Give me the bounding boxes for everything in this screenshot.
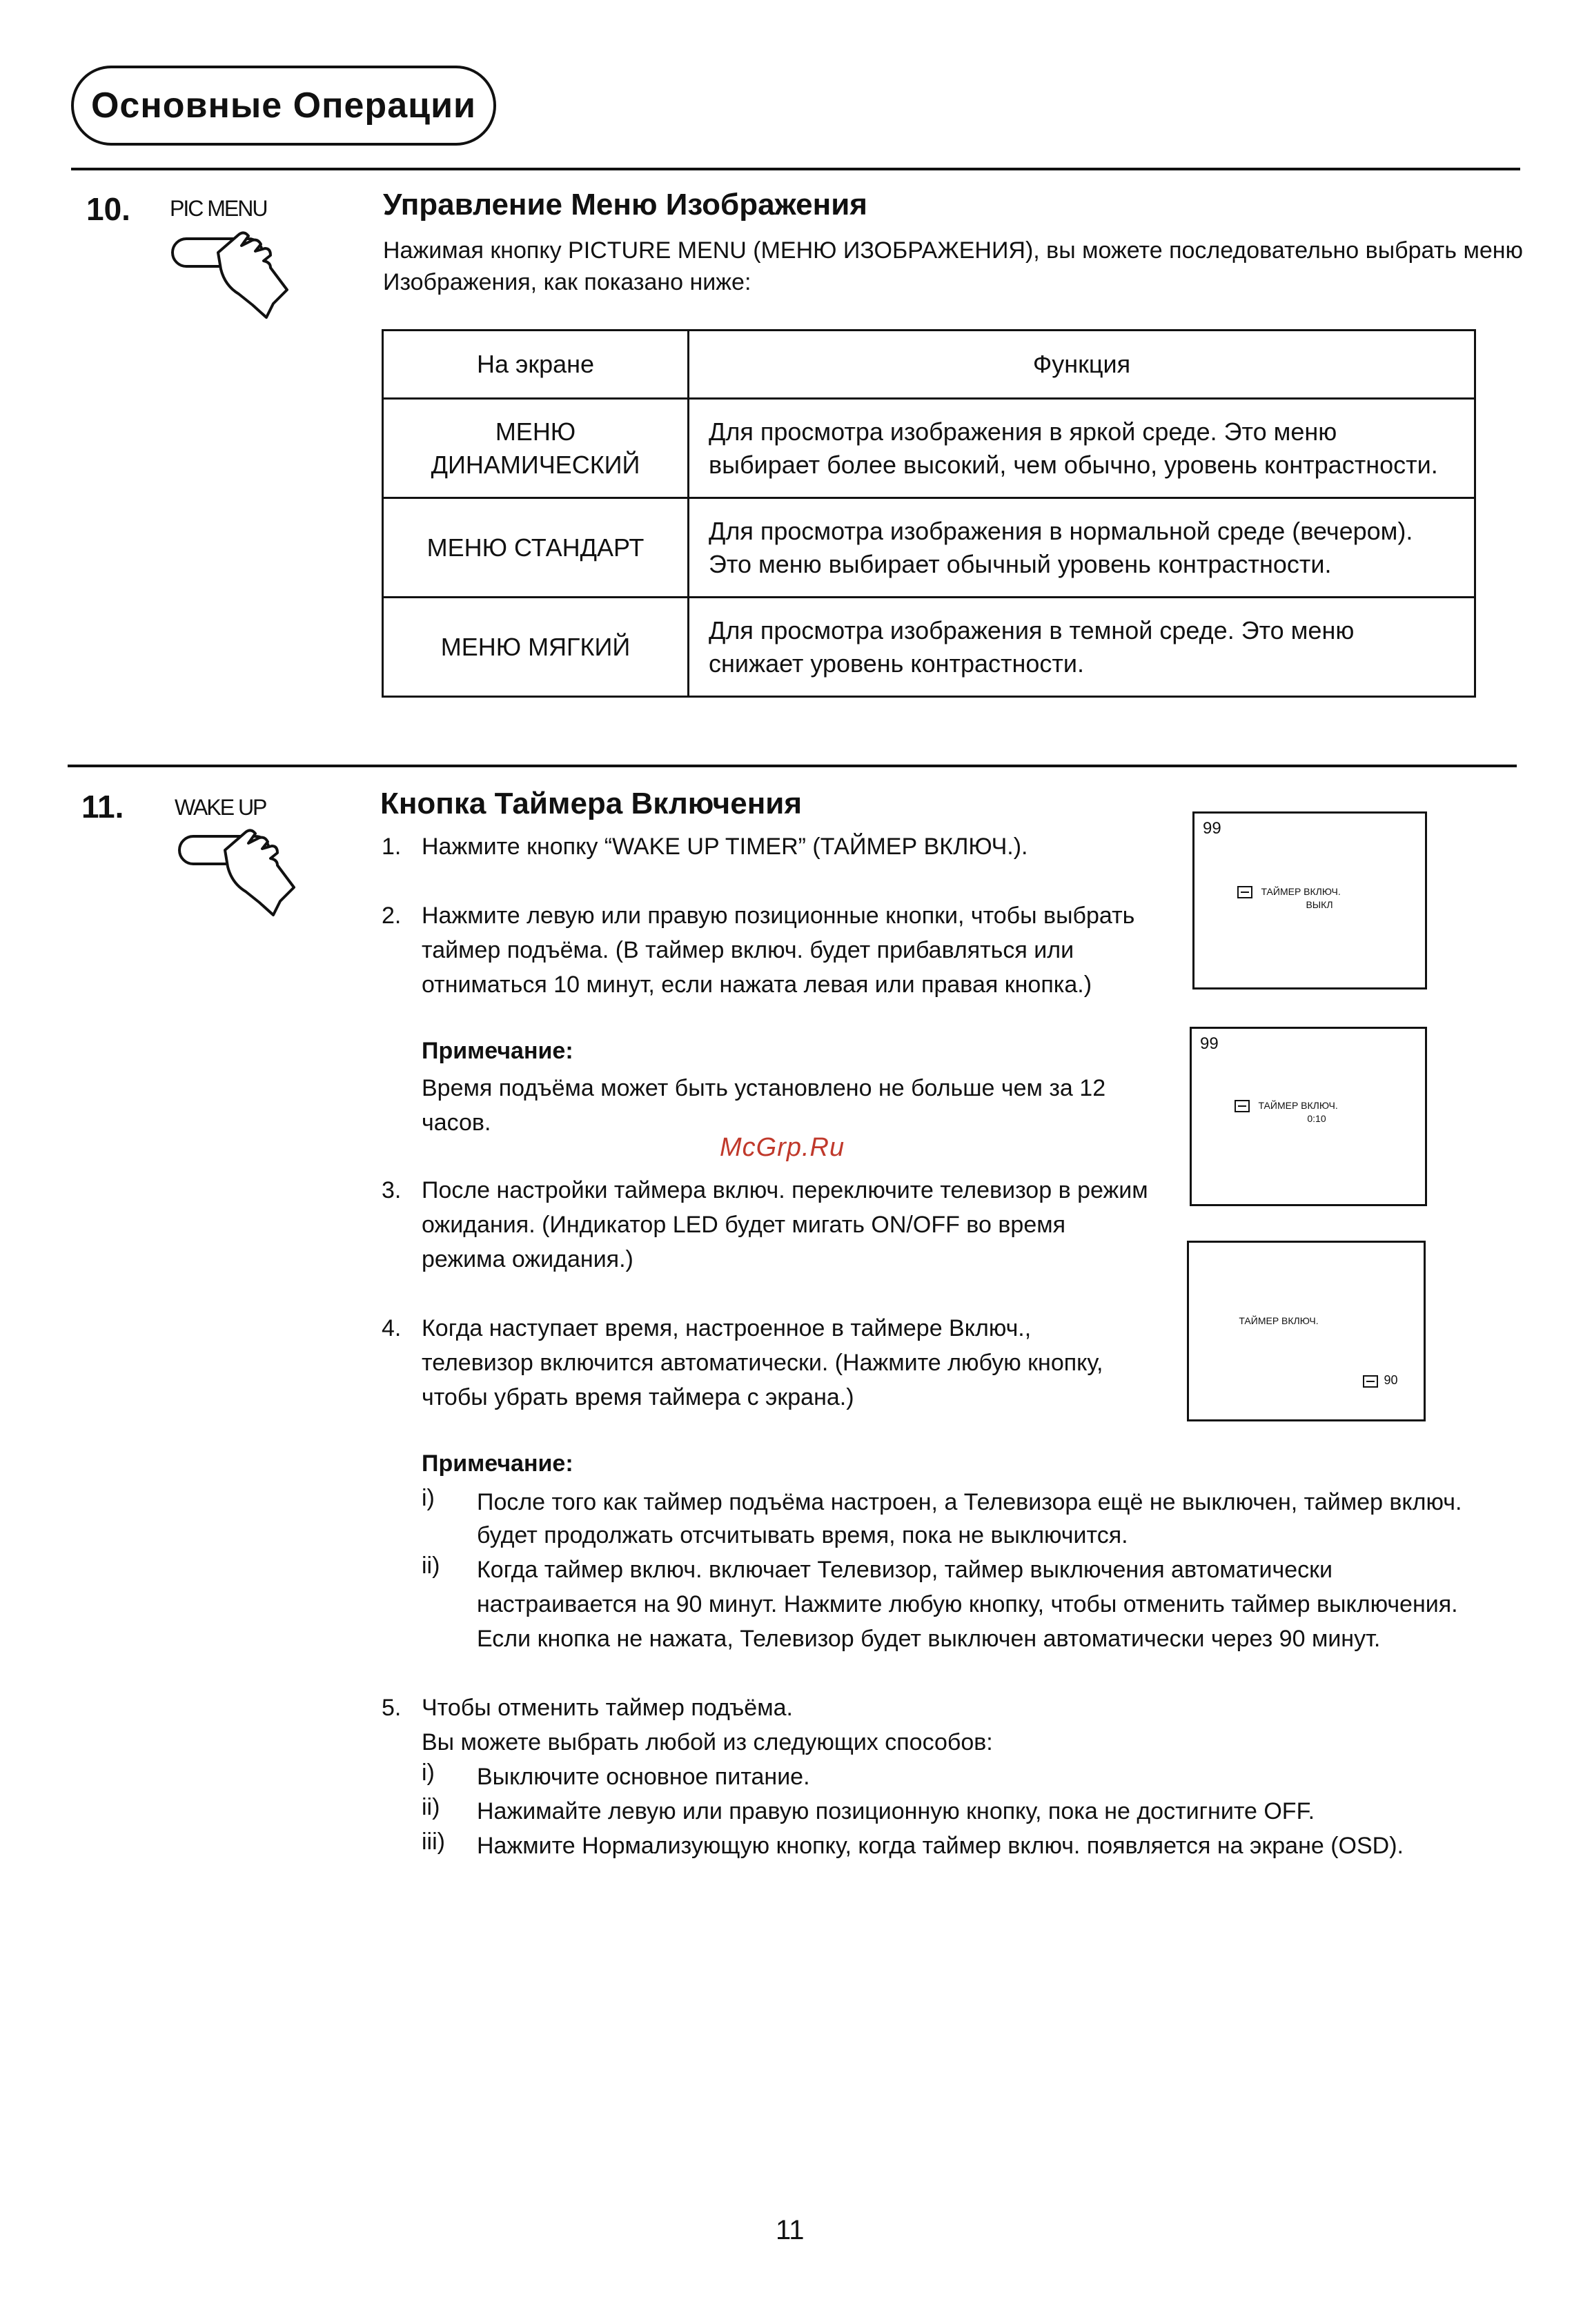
divider: [71, 168, 1520, 170]
pressing-hand-icon: [170, 228, 315, 324]
step-text: Нажмите кнопку “WAKE UP TIMER” (ТАЙМЕР ВКЛЮЧ.).: [422, 834, 1028, 860]
sleep-timer-osd: [1363, 1374, 1397, 1388]
step-number: 1.: [382, 834, 402, 860]
section-title: Управление Меню Изображения: [383, 188, 867, 221]
step-text: отниматься 10 минут, если нажата левая или правая кнопка.): [422, 972, 1092, 998]
list-item: Выключите основное питание.: [477, 1764, 810, 1790]
list-marker: ii): [422, 1553, 440, 1579]
note-text: будет продолжать отсчитывать время, пока не выключится.: [477, 1522, 1128, 1548]
step-text: телевизор включится автоматически. (Нажмите любую кнопку,: [422, 1350, 1103, 1376]
channel-number: 99: [1200, 1034, 1219, 1053]
list-item: Нажмите Нормализующую кнопку, когда таймер включ. появляется на экране (OSD).: [477, 1833, 1404, 1859]
note-title: Примечание:: [422, 1038, 573, 1064]
table-header: На экране: [383, 331, 689, 399]
timer-value: 0:10: [1307, 1113, 1326, 1124]
watermark: McGrp.Ru: [720, 1133, 845, 1162]
timer-label: ТАЙМЕР ВКЛЮЧ.: [1261, 886, 1341, 897]
timer-value: 90: [1384, 1373, 1398, 1387]
table-header: Функция: [689, 331, 1475, 399]
section-number: 10.: [86, 191, 130, 227]
step-number: 4.: [382, 1315, 402, 1341]
page-header-title: Основные Операции: [71, 66, 496, 146]
timer-osd: [1237, 885, 1410, 911]
step-text: Когда наступает время, настроенное в таймере Включ.,: [422, 1315, 1032, 1341]
timer-value: ВЫКЛ: [1306, 899, 1333, 910]
list-marker: ii): [422, 1794, 440, 1820]
button-label: WAKE UP: [175, 795, 266, 820]
timer-osd: [1235, 1099, 1407, 1125]
timer-icon: [1363, 1375, 1378, 1388]
step-text: ожидания. (Индикатор LED будет мигать ON/OFF во время: [422, 1212, 1066, 1238]
table-cell: Для просмотра изображения в нормальной среде (вечером).: [709, 516, 1413, 545]
table-cell: Это меню выбирает обычный уровень контрастности.: [709, 549, 1332, 578]
list-marker: i): [422, 1760, 435, 1786]
step-number: 3.: [382, 1177, 402, 1203]
note-title: Примечание:: [422, 1450, 573, 1477]
page-number: 11: [776, 2215, 805, 2245]
table-cell: ДИНАМИЧЕСКИЙ: [431, 450, 640, 479]
note-text: настраивается на 90 минут. Нажмите любую кнопку, чтобы отменить таймер выключения.: [477, 1591, 1458, 1617]
pressing-hand-icon: [177, 825, 322, 922]
tv-screen-wakeup: [1187, 1241, 1426, 1421]
picture-menu-table: [382, 329, 1476, 698]
step-number: 2.: [382, 903, 402, 929]
note-text: Когда таймер включ. включает Телевизор, таймер выключения автоматически: [477, 1557, 1333, 1583]
step-text: После настройки таймера включ. переключите телевизор в режим: [422, 1177, 1148, 1203]
list-marker: iii): [422, 1829, 445, 1855]
step-text: Чтобы отменить таймер подъёма.: [422, 1695, 793, 1721]
tv-screen-010: [1190, 1027, 1427, 1206]
note-text: Если кнопка не нажата, Телевизор будет выключен автоматически через 90 минут.: [477, 1626, 1381, 1652]
timer-icon: [1235, 1100, 1250, 1112]
step-text: Вы можете выбрать любой из следующих способов:: [422, 1729, 993, 1755]
step-text: Нажмите левую или правую позиционные кнопки, чтобы выбрать: [422, 903, 1135, 929]
table-row: [383, 498, 1475, 598]
timer-icon: [1237, 886, 1252, 898]
table-cell: выбирает более высокий, чем обычно, уровень контрастности.: [709, 450, 1438, 479]
step-text: таймер подъёма. (В таймер включ. будет прибавляться или: [422, 937, 1074, 963]
intro-text: Изображения, как показано ниже:: [383, 269, 751, 295]
section-number: 11.: [81, 789, 124, 825]
step-text: чтобы убрать время таймера с экрана.): [422, 1384, 854, 1410]
list-marker: i): [422, 1485, 435, 1511]
timer-label: ТАЙМЕР ВКЛЮЧ.: [1258, 1100, 1338, 1111]
intro-text: Нажимая кнопку PICTURE MENU (МЕНЮ ИЗОБРАЖЕНИЯ), вы можете последовательно выбрать меню: [383, 237, 1524, 264]
table-cell: МЕНЮ МЯГКИЙ: [440, 632, 631, 661]
divider: [68, 765, 1517, 767]
table-cell: МЕНЮ: [495, 417, 576, 446]
step-text: режима ожидания.): [422, 1246, 633, 1272]
timer-label: ТАЙМЕР ВКЛЮЧ.: [1239, 1315, 1319, 1326]
table-cell: Для просмотра изображения в темной среде. Это меню: [709, 616, 1355, 644]
button-label: PIC MENU: [170, 196, 267, 221]
step-number: 5.: [382, 1695, 402, 1721]
table-cell: снижает уровень контрастности.: [709, 649, 1085, 678]
table-cell: МЕНЮ СТАНДАРТ: [426, 533, 645, 562]
table-row: [383, 598, 1475, 697]
list-item: Нажимайте левую или правую позиционную кнопку, пока не достигните OFF.: [477, 1798, 1315, 1824]
table-cell: Для просмотра изображения в яркой среде. Это меню: [709, 417, 1337, 446]
tv-screen-off: [1192, 811, 1427, 989]
section-title: Кнопка Таймера Включения: [380, 787, 802, 820]
note-text: часов.: [422, 1110, 491, 1136]
table-row: [383, 399, 1475, 498]
note-text: Время подъёма может быть установлено не больше чем за 12: [422, 1075, 1106, 1101]
channel-number: 99: [1203, 819, 1221, 838]
note-text: После того как таймер подъёма настроен, а Телевизора ещё не выключен, таймер включ.: [477, 1489, 1462, 1515]
